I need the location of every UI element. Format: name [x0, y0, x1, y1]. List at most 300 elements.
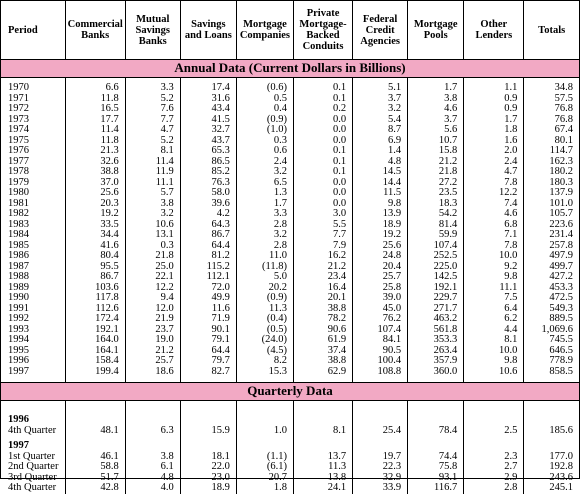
value-cell: 0.1 [293, 146, 352, 157]
value-cell: 243.6 [549, 471, 573, 483]
value-cell: 0.9 [464, 104, 524, 115]
value-cell: (0.6) [236, 83, 293, 94]
value-cell: 25.6 [65, 188, 125, 199]
value-cell: 103.6 [65, 283, 125, 294]
value-cell: 23.4 [293, 272, 352, 283]
value-cell: 22.1 [125, 272, 180, 283]
value-cell: 86.7 [65, 272, 125, 283]
value-cell: 1.8 [464, 125, 524, 136]
value-cell: 49.9 [180, 293, 236, 304]
period-cell: 1972 [1, 104, 65, 115]
value-cell: 360.0 [408, 367, 464, 378]
period-cell: 1978 [1, 167, 65, 178]
value-cell: 57.5 [554, 92, 573, 104]
value-cell: 8.1 [464, 335, 524, 346]
quarter-row [1, 452, 579, 463]
value-cell: 38.8 [293, 304, 352, 315]
quarter-year-row [1, 441, 579, 452]
column-header: Commercial Banks [65, 1, 125, 60]
value-cell: 8.2 [236, 356, 293, 367]
value-cell: 192.1 [65, 325, 125, 336]
value-cell: 5.7 [125, 188, 180, 199]
value-cell: 0.1 [293, 157, 352, 168]
annual-row [1, 125, 579, 136]
value-cell: 263.4 [408, 346, 464, 357]
value-cell: 4.7 [464, 167, 524, 178]
value-cell: 74.4 [408, 452, 464, 463]
value-cell: 4.8 [125, 473, 180, 484]
period-cell: 2nd Quarter [1, 462, 65, 473]
annual-row [1, 167, 579, 178]
value-cell: 15.3 [236, 367, 293, 378]
annual-row [1, 304, 579, 315]
value-cell: 1,069.6 [541, 323, 573, 335]
value-cell: 16.2 [293, 251, 352, 262]
value-cell: 17.4 [180, 83, 236, 94]
value-cell: 90.6 [293, 325, 352, 336]
period-cell: 1984 [1, 230, 65, 241]
value-cell: 25.7 [353, 272, 408, 283]
value-cell: 23.0 [180, 473, 236, 484]
value-cell: 0.5 [236, 94, 293, 105]
value-cell: 32.7 [180, 125, 236, 136]
annual-data-banner-title: Annual Data (Current Dollars in Billions) [1, 60, 579, 78]
value-cell: 164.0 [65, 335, 125, 346]
value-cell: (0.9) [236, 293, 293, 304]
period-cell: 1st Quarter [1, 452, 65, 463]
value-cell: 889.5 [549, 313, 573, 324]
value-cell: 79.1 [180, 335, 236, 346]
value-cell: 0.2 [293, 104, 352, 115]
value-cell: 257.8 [549, 239, 573, 251]
annual-row [1, 346, 579, 357]
column-header: Savings and Loans [180, 1, 236, 60]
value-cell: 37.4 [293, 346, 352, 357]
annual-row [1, 178, 579, 189]
value-cell: 6.5 [236, 178, 293, 189]
value-cell: 472.5 [549, 292, 573, 303]
value-cell: 18.3 [408, 199, 464, 210]
value-cell: 90.5 [353, 346, 408, 357]
value-cell: 46.1 [65, 452, 125, 463]
annual-row [1, 335, 579, 346]
value-cell: 115.2 [180, 262, 236, 273]
value-cell: 7.4 [464, 199, 524, 210]
period-cell: 1975 [1, 136, 65, 147]
quarter-row [1, 483, 579, 494]
annual-row [1, 104, 579, 115]
value-cell: 76.8 [554, 103, 573, 114]
value-cell: 561.8 [408, 325, 464, 336]
value-cell: 0.1 [293, 94, 352, 105]
value-cell: 0.0 [293, 188, 352, 199]
value-cell: 58.8 [65, 462, 125, 473]
value-cell: 192.1 [408, 283, 464, 294]
value-cell: 8.1 [125, 146, 180, 157]
value-cell: 13.7 [293, 452, 352, 463]
annual-row [1, 251, 579, 262]
value-cell: 12.0 [125, 304, 180, 315]
value-cell: 3.0 [293, 209, 352, 220]
value-cell: 0.0 [293, 125, 352, 136]
quarter-row [1, 426, 579, 437]
value-cell: 192.8 [549, 461, 573, 472]
value-cell: 7.1 [464, 230, 524, 241]
value-cell: 6.8 [464, 220, 524, 231]
value-cell: 81.2 [180, 251, 236, 262]
value-cell: 21.2 [125, 346, 180, 357]
column-header: Mutual Savings Banks [125, 1, 180, 60]
period-cell: 1979 [1, 178, 65, 189]
period-cell: 1994 [1, 335, 65, 346]
value-cell: 31.6 [180, 94, 236, 105]
value-cell: 112.6 [65, 304, 125, 315]
value-cell: 142.5 [408, 272, 464, 283]
value-cell: 7.8 [464, 178, 524, 189]
value-cell: 71.9 [180, 314, 236, 325]
value-cell: 45.0 [353, 304, 408, 315]
value-cell: 20.2 [236, 283, 293, 294]
value-cell: 3.8 [125, 199, 180, 210]
value-cell: 19.7 [353, 452, 408, 463]
value-cell: 15.9 [180, 426, 236, 437]
value-cell: 108.8 [353, 367, 408, 378]
value-cell: 39.6 [180, 199, 236, 210]
value-cell: (11.8) [236, 262, 293, 273]
annual-row [1, 314, 579, 325]
value-cell: 85.2 [180, 167, 236, 178]
value-cell: 7.7 [293, 230, 352, 241]
period-cell: 4th Quarter [1, 426, 65, 437]
value-cell: 3.8 [408, 94, 464, 105]
value-cell: 180.3 [549, 176, 573, 188]
value-cell: 137.9 [549, 187, 573, 198]
value-cell: 6.4 [464, 304, 524, 315]
value-cell: 0.0 [293, 136, 352, 147]
value-cell: 13.1 [125, 230, 180, 241]
value-cell: 7.8 [464, 241, 524, 252]
value-cell: 177.0 [549, 450, 573, 462]
value-cell: 7.5 [464, 293, 524, 304]
value-cell: 7.6 [125, 104, 180, 115]
value-cell: 1.8 [236, 483, 293, 494]
value-cell: 33.9 [353, 483, 408, 494]
value-cell: 18.9 [180, 483, 236, 494]
period-cell: 1970 [1, 83, 65, 94]
value-cell: 41.5 [180, 115, 236, 126]
annual-row [1, 367, 579, 378]
value-cell: 172.4 [65, 314, 125, 325]
value-cell: 11.0 [236, 251, 293, 262]
value-cell: (1.1) [236, 452, 293, 463]
value-cell: 271.7 [408, 304, 464, 315]
value-cell: 11.3 [236, 304, 293, 315]
period-cell: 1990 [1, 293, 65, 304]
value-cell: 0.3 [236, 136, 293, 147]
value-cell: 3.3 [236, 209, 293, 220]
value-cell: 5.1 [353, 83, 408, 94]
annual-row [1, 146, 579, 157]
value-cell: 3.7 [353, 94, 408, 105]
value-cell: 778.9 [549, 355, 573, 366]
value-cell: 112.1 [180, 272, 236, 283]
value-cell: 51.7 [65, 473, 125, 484]
value-cell: 2.0 [464, 146, 524, 157]
value-cell: 11.8 [65, 136, 125, 147]
value-cell: 3.7 [408, 115, 464, 126]
value-cell: 78.4 [408, 426, 464, 437]
value-cell: 0.0 [293, 178, 352, 189]
value-cell: 225.0 [408, 262, 464, 273]
value-cell: 353.3 [408, 335, 464, 346]
annual-row [1, 94, 579, 105]
value-cell: (0.5) [236, 325, 293, 336]
value-cell: 9.8 [464, 272, 524, 283]
value-cell: 11.5 [353, 188, 408, 199]
annual-row [1, 293, 579, 304]
value-cell: 20.4 [353, 262, 408, 273]
value-cell: 78.2 [293, 314, 352, 325]
value-cell: 62.9 [293, 367, 352, 378]
value-cell: 14.5 [353, 167, 408, 178]
value-cell: 9.4 [125, 293, 180, 304]
value-cell: 1.6 [464, 136, 524, 147]
value-cell: 19.0 [125, 335, 180, 346]
column-header: Other Lenders [464, 1, 524, 60]
value-cell: 4.2 [180, 209, 236, 220]
period-cell: 1991 [1, 304, 65, 315]
period-cell: 1987 [1, 262, 65, 273]
value-cell: 21.2 [293, 262, 352, 273]
value-cell: 95.5 [65, 262, 125, 273]
quarter-year-row [1, 415, 579, 426]
quarterly-data-banner [1, 383, 579, 401]
value-cell: 11.1 [125, 178, 180, 189]
value-cell: 18.9 [353, 220, 408, 231]
period-cell: 1986 [1, 251, 65, 262]
value-cell: 20.1 [293, 293, 352, 304]
value-cell: 2.5 [464, 426, 524, 437]
annual-row [1, 220, 579, 231]
value-cell: 79.7 [180, 356, 236, 367]
period-cell: 1988 [1, 272, 65, 283]
annual-row [1, 188, 579, 199]
value-cell: 84.1 [353, 335, 408, 346]
value-cell: 229.7 [408, 293, 464, 304]
value-cell: 4.6 [464, 209, 524, 220]
value-cell: 745.5 [549, 334, 573, 345]
value-cell: 11.4 [125, 157, 180, 168]
value-cell: 16.4 [293, 283, 352, 294]
annual-row [1, 272, 579, 283]
annual-data-banner [1, 60, 579, 78]
value-cell: 43.4 [180, 104, 236, 115]
value-cell: 21.3 [65, 146, 125, 157]
value-cell: 10.7 [408, 136, 464, 147]
value-cell: 357.9 [408, 356, 464, 367]
value-cell: 7.7 [125, 115, 180, 126]
value-cell: 549.3 [549, 302, 573, 314]
value-cell: 17.7 [65, 115, 125, 126]
annual-row [1, 209, 579, 220]
value-cell: 11.8 [65, 94, 125, 105]
value-cell: 3.2 [236, 167, 293, 178]
value-cell: 59.9 [408, 230, 464, 241]
value-cell: 105.7 [549, 208, 573, 219]
value-cell: 4.4 [464, 325, 524, 336]
value-cell: 6.6 [65, 83, 125, 94]
value-cell: 37.0 [65, 178, 125, 189]
period-cell: 1997 [1, 367, 65, 378]
value-cell: 1.1 [464, 83, 524, 94]
value-cell: 16.5 [65, 104, 125, 115]
value-cell: 33.5 [65, 220, 125, 231]
value-cell: 86.7 [180, 230, 236, 241]
value-cell: 1.3 [236, 188, 293, 199]
value-cell: 117.8 [65, 293, 125, 304]
value-cell: 5.0 [236, 272, 293, 283]
value-cell: 42.8 [65, 483, 125, 494]
period-cell: 1973 [1, 115, 65, 126]
quarterly-data-banner-title: Quarterly Data [1, 383, 579, 401]
value-cell: 34.8 [554, 82, 573, 93]
value-cell: 0.4 [236, 104, 293, 115]
value-cell: 13.8 [293, 473, 352, 484]
period-cell: 1993 [1, 325, 65, 336]
value-cell: 2.4 [236, 157, 293, 168]
value-cell: 114.7 [549, 145, 573, 156]
value-cell: 58.0 [180, 188, 236, 199]
value-cell: 116.7 [408, 483, 464, 494]
column-header: Totals [538, 24, 566, 36]
value-cell: 2.9 [464, 473, 524, 484]
column-header: Mortgage Companies [236, 1, 293, 60]
value-cell: 34.4 [65, 230, 125, 241]
annual-row [1, 283, 579, 294]
period-cell: 1980 [1, 188, 65, 199]
value-cell: 93.1 [408, 473, 464, 484]
value-cell: 3.8 [125, 452, 180, 463]
value-cell: 5.6 [408, 125, 464, 136]
annual-row [1, 262, 579, 273]
value-cell: 8.1 [293, 426, 352, 437]
value-cell: 646.5 [549, 344, 573, 356]
value-cell: 6.2 [464, 314, 524, 325]
spacer-row [1, 401, 579, 416]
value-cell: 6.3 [125, 426, 180, 437]
value-cell: 48.1 [65, 426, 125, 437]
quarter-year-label: 1996 [1, 415, 65, 426]
value-cell: 3.2 [353, 104, 408, 115]
value-cell: 11.4 [65, 125, 125, 136]
value-cell: (0.4) [236, 314, 293, 325]
value-cell: 64.4 [180, 346, 236, 357]
value-cell: 7.9 [293, 241, 352, 252]
column-header: Federal Credit Agencies [353, 1, 408, 60]
value-cell: 2.8 [236, 220, 293, 231]
period-cell: 1974 [1, 125, 65, 136]
value-cell: 0.0 [293, 199, 352, 210]
value-cell: 12.2 [464, 188, 524, 199]
value-cell: 22.0 [180, 462, 236, 473]
quarter-row [1, 462, 579, 473]
value-cell: 9.8 [464, 356, 524, 367]
value-cell: 19.2 [65, 209, 125, 220]
value-cell: 427.2 [549, 271, 573, 282]
value-cell: 231.4 [549, 229, 573, 240]
value-cell: 162.3 [549, 155, 573, 167]
value-cell: (0.9) [236, 115, 293, 126]
value-cell: 199.4 [65, 367, 125, 378]
value-cell: 0.1 [293, 167, 352, 178]
value-cell: 20.7 [236, 473, 293, 484]
value-cell: 11.9 [125, 167, 180, 178]
value-cell: 21.9 [125, 314, 180, 325]
value-cell: 80.1 [554, 134, 573, 146]
value-cell: (24.0) [236, 335, 293, 346]
value-cell: 453.3 [549, 281, 573, 293]
value-cell: 32.9 [353, 473, 408, 484]
value-cell: 180.2 [549, 166, 573, 177]
value-cell: 21.8 [408, 167, 464, 178]
value-cell: 61.9 [293, 335, 352, 346]
value-cell: 21.2 [408, 157, 464, 168]
value-cell: 65.3 [180, 146, 236, 157]
value-cell: 25.7 [125, 356, 180, 367]
annual-row [1, 136, 579, 147]
value-cell: 2.8 [236, 241, 293, 252]
annual-row [1, 230, 579, 241]
value-cell: 4.0 [125, 483, 180, 494]
value-cell: 101.0 [549, 197, 573, 209]
period-cell: 1989 [1, 283, 65, 294]
quarter-row [1, 473, 579, 484]
value-cell: 76.2 [353, 314, 408, 325]
value-cell: 75.8 [408, 462, 464, 473]
value-cell: 5.4 [353, 115, 408, 126]
value-cell: 11.6 [180, 304, 236, 315]
value-cell: 0.9 [464, 94, 524, 105]
value-cell: 164.1 [65, 346, 125, 357]
value-cell: 32.6 [65, 157, 125, 168]
table-header-row [1, 1, 579, 60]
value-cell: 24.1 [293, 483, 352, 494]
value-cell: 20.3 [65, 199, 125, 210]
value-cell: 76.8 [554, 113, 573, 125]
value-cell: 497.9 [549, 250, 573, 261]
period-cell: 1992 [1, 314, 65, 325]
value-cell: 1.0 [236, 426, 293, 437]
period-cell: 1996 [1, 356, 65, 367]
value-cell: 5.2 [125, 136, 180, 147]
column-header: Private Mortgage-Backed Conduits [293, 1, 352, 60]
value-cell: 1.4 [353, 146, 408, 157]
value-cell: 2.3 [464, 452, 524, 463]
value-cell: 4.7 [125, 125, 180, 136]
period-cell: 1981 [1, 199, 65, 210]
value-cell: 3.2 [236, 230, 293, 241]
period-cell: 1971 [1, 94, 65, 105]
value-cell: 10.6 [125, 220, 180, 231]
value-cell: 25.8 [353, 283, 408, 294]
period-cell: 1995 [1, 346, 65, 357]
value-cell: 107.4 [353, 325, 408, 336]
period-cell: 1977 [1, 157, 65, 168]
value-cell: (6.1) [236, 462, 293, 473]
value-cell: 27.2 [408, 178, 464, 189]
value-cell: 5.5 [293, 220, 352, 231]
value-cell: 10.6 [464, 367, 524, 378]
